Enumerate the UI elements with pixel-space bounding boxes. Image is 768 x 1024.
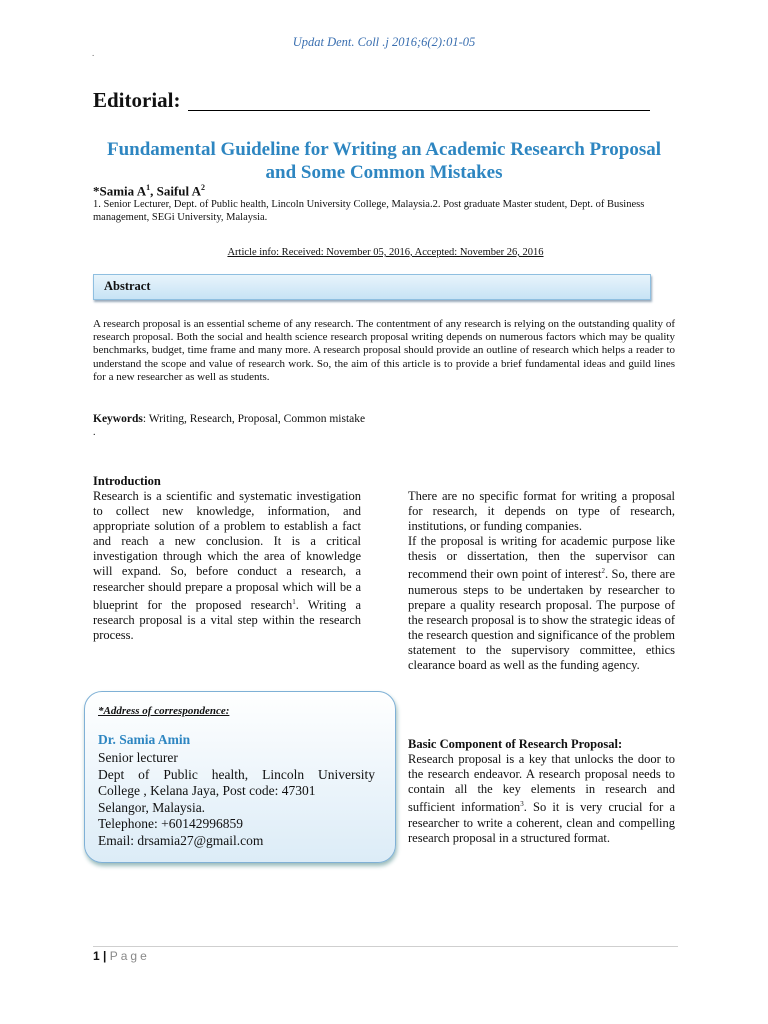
correspondence-name: Dr. Samia Amin — [98, 732, 191, 747]
correspondence-details — [98, 750, 375, 849]
author-1: *Samia A — [93, 183, 147, 199]
author-separator: , — [150, 183, 157, 199]
keywords — [93, 413, 365, 425]
intro-ref-1: 1 — [292, 597, 296, 606]
footer-rule — [93, 946, 678, 947]
article-info-text: Article info: Received: November 05, 2016, Accepted: November 26, 2016 — [227, 247, 544, 258]
correspondence-phone: Telephone: +60142996859 — [98, 816, 244, 831]
abstract-text: A research proposal is an essential scheme of any research. The contentment of any research is relying on the outstanding quality of research proposal. Both the social and health science research proposal writing depends on numerous factors which may be quality benchmarks, budget, time frame and many more. A research proposal should provide an outline of research which helps a reader to understand the scope and value of research work. So, the aim of this article is to provide a brief fundamental ideas and guild lines for a new researcher as well as students. — [93, 318, 675, 383]
right-p2-end: . So, there are numerous steps to be undertaken by researcher to prepare a quality research proposal. The purpose of the research proposal is to show the strategic ideas of the research question and significance of the problem statement to the supervisory committee, ethics clearance board as well as the funding agency. — [408, 567, 675, 673]
editorial-label: Editorial: — [93, 88, 181, 112]
basic-text: Research proposal is a key that unlocks the door to the research endeavor. A research proposal needs to contain all the key elements in research and sufficient information — [408, 752, 675, 815]
correspondence-line: Senior lecturer — [98, 750, 178, 765]
intro-p1-end: . Writing a research proposal is a vital step within the research process. — [93, 597, 362, 642]
basic-text-end: . So it is very crucial for a researcher to write a coherent, clean and compelling research proposal in a structured format. — [408, 800, 675, 845]
basic-component-heading: Basic Component of Research Proposal: — [408, 737, 623, 751]
keywords-label: Keywords — [93, 413, 143, 425]
right-ref-2: 2 — [601, 567, 605, 576]
editorial-underline — [188, 110, 650, 111]
basic-ref-3: 3 — [520, 800, 524, 809]
introduction-text — [93, 489, 361, 643]
intro-p1: Research is a scientific and systematic investigation to collect new knowledge, information, and appropriate solution of a problem to establish a fact and reach a new conclusion. It is a critical investigation through which the area of knowledge will expand. So, before conduct a research, a researcher should prepare a proposal which will be a blueprint for the proposed research — [93, 489, 361, 612]
affiliations: 1. Senior Lecturer, Dept. of Public health, Lincoln University College, Malaysia.2. Post graduate Master student, Dept. of Business management, SEGi University, Malaysia. — [93, 199, 645, 223]
correspondence-line: Dept of Public health, Lincoln University — [98, 766, 375, 782]
author-2-sup: 2 — [201, 183, 206, 192]
correspondence-heading: *Address of correspondence: — [98, 705, 230, 717]
header-dot: . — [92, 48, 95, 58]
keywords-dot: . — [93, 427, 96, 438]
correspondence-email[interactable]: Email: drsamia27@gmail.com — [98, 832, 264, 848]
introduction-heading: Introduction — [93, 474, 161, 488]
right-p2 — [408, 534, 675, 673]
keywords-text: : Writing, Research, Proposal, Common mistake — [142, 413, 366, 425]
abstract-heading: Abstract — [104, 279, 151, 293]
journal-citation: Updat Dent. Coll .j 2016;6(2):01-05 — [292, 35, 476, 49]
page-footer — [93, 949, 150, 963]
correspondence-line: College , Kelana Jaya, Post code: 47301 — [98, 783, 316, 798]
author-2: Saiful A — [156, 183, 202, 199]
basic-component-text — [408, 752, 675, 846]
correspondence-line: Selangor, Malaysia. — [98, 799, 206, 815]
right-p1: There are no specific format for writing a proposal for research, it depends on type of research, institutions, or funding companies. — [408, 489, 675, 534]
article-info — [93, 247, 678, 258]
author-list — [93, 183, 205, 199]
page-separator: | — [99, 949, 110, 963]
right-column-text — [408, 489, 675, 673]
page-number: 1 — [93, 949, 100, 963]
page-label: Page — [109, 949, 150, 963]
abstract-heading-box — [93, 274, 651, 300]
author-1-sup: 1 — [146, 183, 151, 192]
article-title: Fundamental Guideline for Writing an Academic Research Proposal and Some Common Mistakes — [106, 139, 661, 183]
right-p2-text: If the proposal is writing for academic purpose like thesis or dissertation, then the supervisor can recommend their own point of interest — [408, 534, 675, 582]
